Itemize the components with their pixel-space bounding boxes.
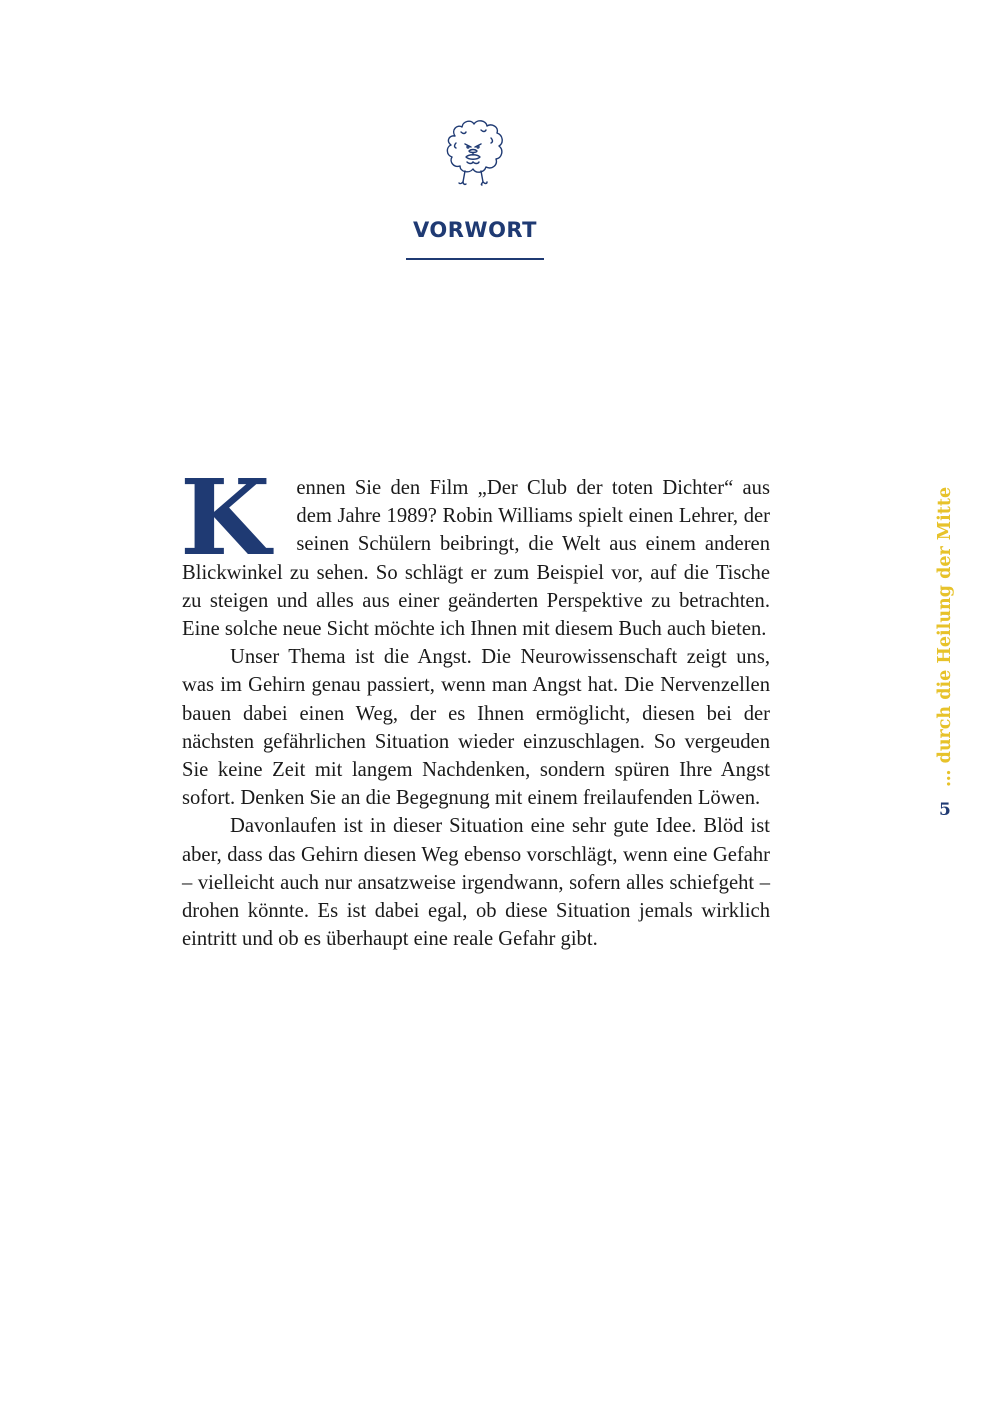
running-head-title: … durch die Heilung der Mitte: [935, 486, 955, 787]
dropcap-letter: K: [180, 456, 271, 579]
chapter-title: VORWORT: [413, 218, 537, 242]
paragraph-2: Unser Thema ist die Angst. Die Neurowissenschaft zeigt uns, was im Gehirn genau passiert, wenn man Angst hat. Die Nervenzellen bauen dabei einen Weg, der es Ihnen ermöglicht, diesen bei der nächsten gefährlichen Situation wieder einzuschlagen. So vergeuden Sie keine Zeit mit langem Nachdenken, sondern spüren Ihre Angst sofort. Denken Sie an die Begegnung mit einem freilaufenden Löwen.: [182, 646, 770, 810]
lion-sketch-icon: [441, 116, 511, 190]
side-running-head: [930, 474, 962, 824]
title-underline: [406, 258, 544, 260]
paragraph-3: Davonlaufen ist in dieser Situation eine sehr gute Idee. Blöd ist aber, dass das Gehirn diesen Weg ebenso vorschlägt, wenn eine Gefahr – vielleicht auch nur ansatzweise irgendwann, sofern alles schiefgeht – drohen könnte. Es ist dabei egal, ob diese Situation jemals wirklich eintritt und ob es überhaupt eine reale Gefahr gibt.: [182, 815, 770, 951]
paragraph-1: [180, 456, 770, 643]
page-number: 5: [939, 800, 951, 820]
paragraph-1-text: ennen Sie den Film „Der Club der toten Dichter“ aus dem Jahre 1989? Robin Williams spielt einen Lehrer, der seinen Schülern beibringt, die Welt aus einem anderen Blickwinkel zu sehen. So schlägt er zum Beispiel vor, auf die Tische zu steigen und alles aus einer geänderten Perspektive zu betrachten. Eine solche neue Sicht möchte ich Ihnen mit diesem Buch auch bieten.: [182, 477, 770, 641]
body-text: [180, 456, 770, 953]
